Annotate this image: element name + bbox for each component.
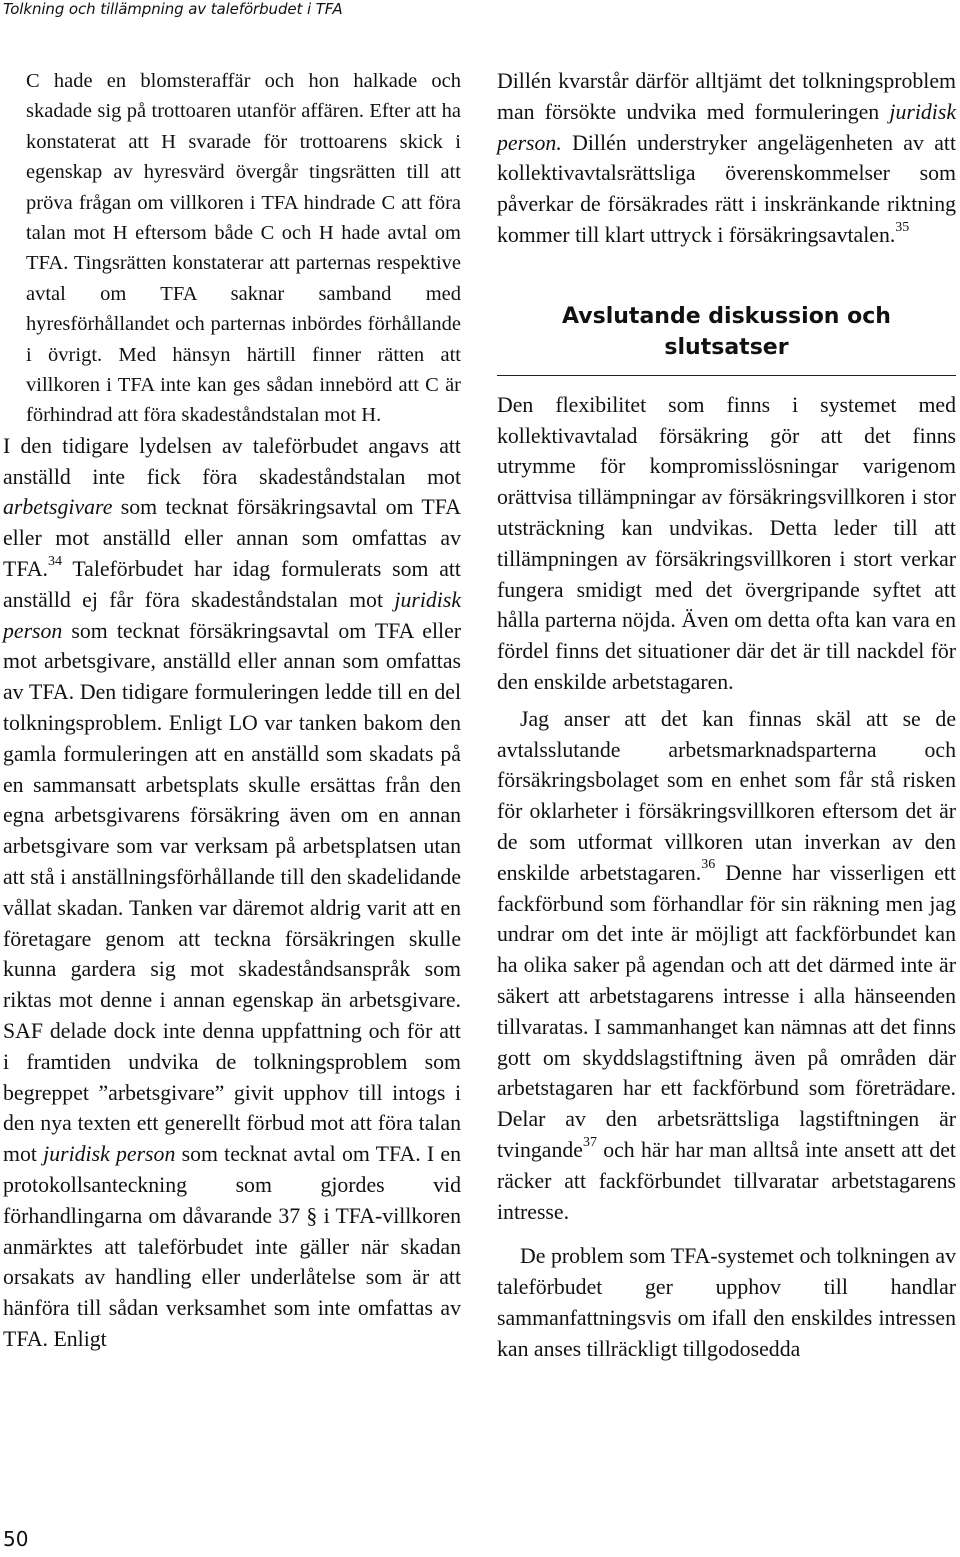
footnote-ref[interactable]: 37 (582, 1134, 597, 1150)
text-run: och här har man alltså inte ansett att det räcker att fackförbundet tillvaratar arbetstagarens intresse. (497, 1137, 956, 1224)
text-run: Dillén kvarstår därför alltjämt det tolkningsproblem man försökte undvika med formuleringen (497, 69, 956, 124)
text-run: som tecknat försäkringsavtal om TFA eller mot arbetsgivare, anställd eller annan som omfattas av TFA. Den tidigare formuleringen ledde till en del tolkningsproblem. Enligt LO var tanken bakom den gamla formuleringen att en anställd som skadats på en sammansatt arbetsplats skulle ersättas från den egna arbetsgivarens försäkring även om en annan arbetsgivare som var verksam på arbetsplatsen utan att stå i anställningsförhållande till den skadelidande vållat skadan. Tanken var däremot aldrig varit att en företagare genom att teckna försäkringen skulle kunna gardera sig mot skadeståndsanspråk som riktas mot denne i annan egenskap än arbetsgivare. SAF delade dock inte denna uppfattning och för att i framtiden undvika de tolkningsproblem som begreppet ”arbetsgivare” givit upphov till intogs i den nya texten ett generellt förbud mot att föra talan mot (3, 618, 461, 1167)
right-column (497, 66, 956, 1364)
text-run: Denne har visserligen ett fackförbund som förhandlar för sin räkning men jag undrar om det inte är möjligt att fackförbundet kan ha olika saker på agendan och att det därmed inte är säkert att arbetstagarens intresse i alla hänseenden tillvaratas. I sammanhanget kan nämnas att det finns gott om skyddslagstiftning även på områden där arbetstagaren har ett fackförbund som företrädare. Delar av den arbetsrättsliga lagstiftningen är tvingande (497, 860, 956, 1162)
body-paragraph: Den flexibilitet som finns i systemet med kollektivavtalad försäkring gör att det finns utrymme för kompromisslösningar varigenom orättvisa tillämpningar av försäkringsvillkoren i stor utsträckning kan undvikas. Detta leder till att tillämpningen av försäkringsvillkoren i stort verkar fungera smidigt med det övergripande syftet att hålla parterna nöjda. Även om detta ofta kan vara en fördel finns det situationer där det är till nackdel för den enskilde arbetstagaren. (497, 392, 956, 694)
body-paragraph (3, 431, 461, 1355)
body-paragraph (497, 66, 956, 251)
footnote-ref[interactable]: 34 (48, 553, 63, 569)
text-run: som tecknat försäkringsavtal om TFA eller mot anställd eller annan som omfattas av TFA. (3, 495, 461, 582)
footnote-ref[interactable]: 36 (701, 857, 716, 873)
running-header: Tolkning och tillämpning av taleförbudet i TFA (3, 0, 343, 18)
text-run: I den tidigare lydelsen av taleförbudet angavs att anställd inte fick föra skadeståndstalan mot (3, 433, 461, 489)
body-paragraph: De problem som TFA-systemet och tolkningen av taleförbudet ger upphov till handlar sammanfattningsvis om ifall den enskildes intressen kan anses tillräckligt tillgodosedda (497, 1244, 956, 1361)
body-paragraph (497, 704, 956, 1228)
footnote-ref[interactable]: 35 (895, 219, 910, 235)
text-run: Dillén understryker angelägenheten av att kollektivavtalsrättsliga överenskommelser som påverkar de försäkrades rätt i inskränkande riktning kommer till klart uttryck i försäkringsavtalen. (497, 130, 956, 247)
text-run: Jag anser att det kan finnas skäl att se de avtalsslutande arbetsmarknadsparterna och försäkringsbolaget som en enhet som får stå risken för oklarheter i försäkringsvillkoren eftersom det är de som utformat villkoren utan inverkan av den enskilde arbetstagaren. (497, 706, 956, 885)
section-heading: Avslutande diskussion och slutsatser (497, 301, 956, 376)
text-run: Taleförbudet har idag formulerats som att anställd ej får föra skadeståndstalan mot (3, 557, 461, 612)
emphasis-text: juridisk person (43, 1142, 176, 1167)
emphasis-text: arbetsgivare (3, 495, 113, 520)
emphasis-text: juridisk person (3, 587, 461, 643)
emphasis-text: juridisk person. (497, 99, 956, 155)
case-quote: C hade en blomsteraffär och hon halkade och skadade sig på trottoaren utanför affären. Efter att ha konstaterat att H svarade för trottoarens skick i egenskap av hyresvärd övergår tingsrätten till att pröva frågan om villkoren i TFA hindrade C att föra talan mot H eftersom både C och H hade avtal om TFA. Tingsrätten konstaterar att parternas respektive avtal om TFA saknar samband med hyresförhållandet och parternas inbördes förhållande i övrigt. Med hänsyn härtill finner rätten att villkoren i TFA inte kan ges sådan innebörd att C är förhindrad att föra skadeståndstalan mot H. (26, 70, 461, 427)
left-column (3, 66, 461, 1355)
page-number: 50 (3, 1527, 29, 1551)
text-run: som tecknat avtal om TFA. I en protokollsanteckning som gjordes vid förhandlingarna om dåvarande 37 § i TFA-villkoren anmärktes att taleförbudet inte gäller när skadan orsakats av handling eller underlåtelse som är att hänföra till sådan verksamhet som inte omfattas av TFA. Enligt (3, 1142, 461, 1351)
